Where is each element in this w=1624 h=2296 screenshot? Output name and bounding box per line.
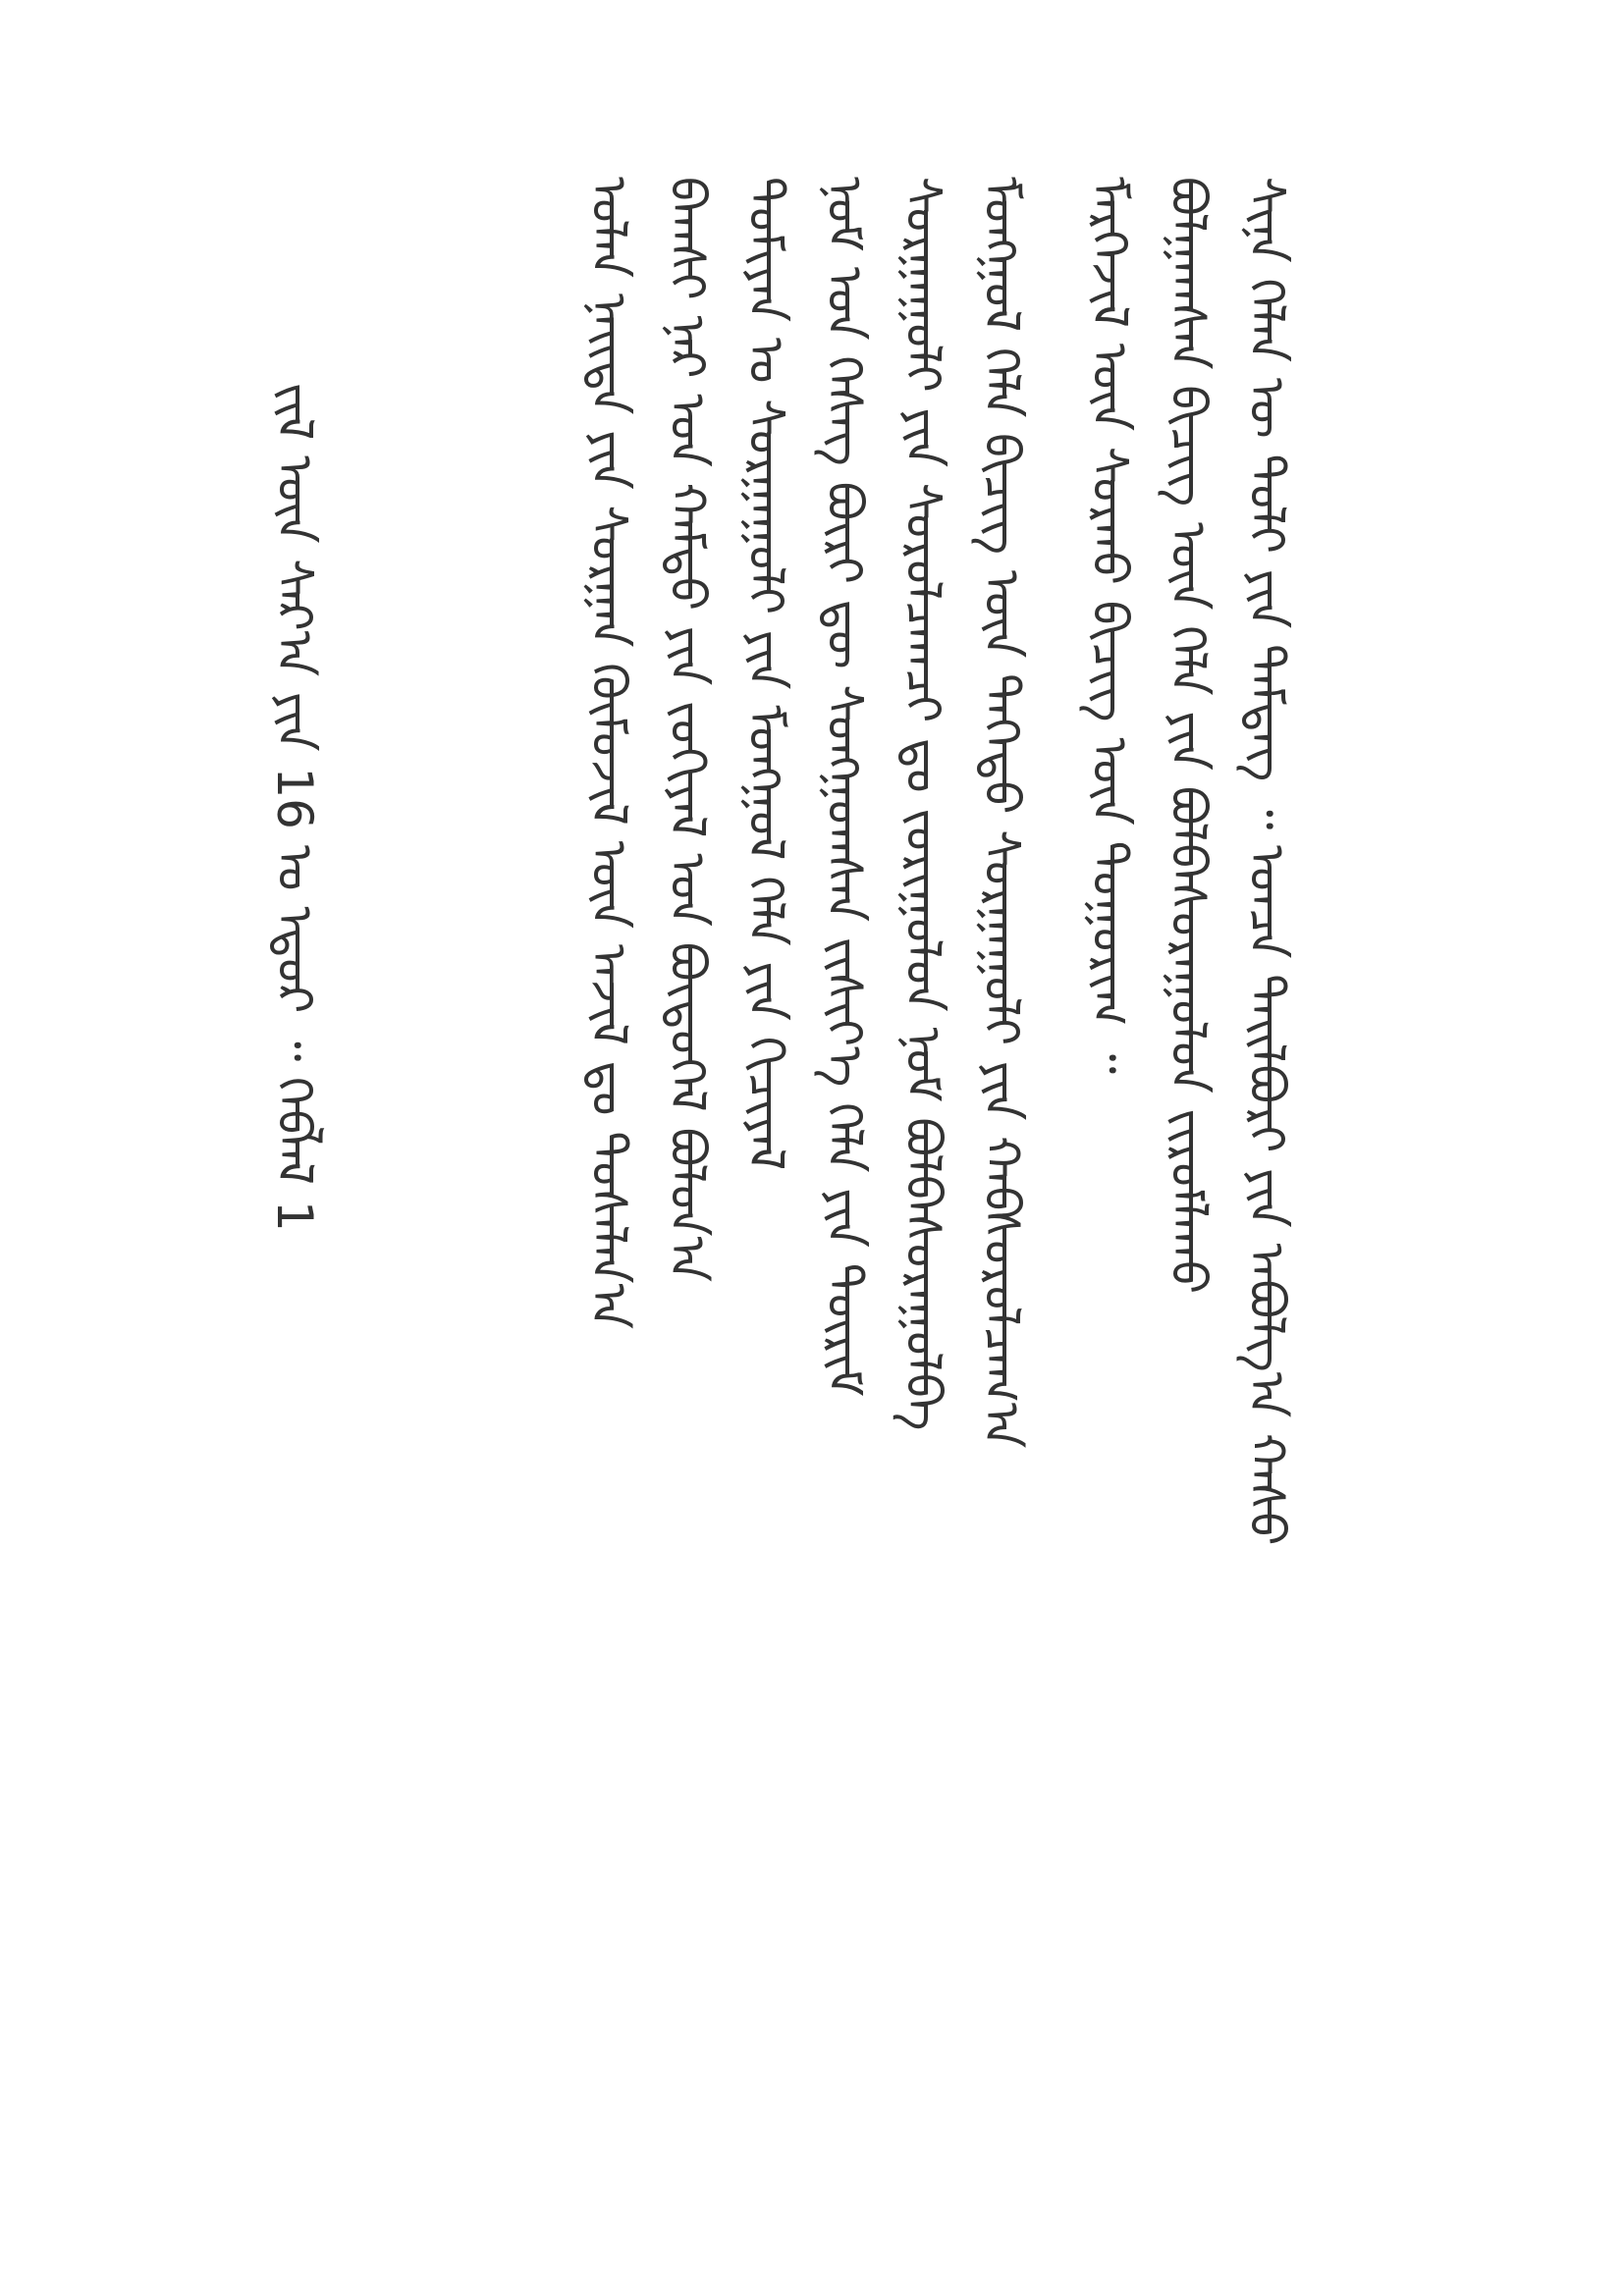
text-column: ᠮᠣᠩᠭᠣᠯ ᠬᠡᠯᠡ ᠪᠢᠴᠢᠭ ᠦᠨ ᠳᠡᠭᠡᠳᠦ ᠰᠤᠷᠭᠠᠭᠤᠯᠢ ᠶᠢᠨ ᠬᠠᠪᠰᠤᠷᠤᠯᠴᠠᠭ᠎ᠠ [973, 177, 1030, 1449]
text-column: ᠰᠢᠨᠡ ᠬᠡᠯᠡᠨ ᠦ ᠲᠣᠯᠢ ᠶᠢᠨ ᠲᠡᠮᠳᠡᠭ ᠃ ᠣᠨᠴᠠ ᠲᠠᠢᠯᠪᠤᠷᠢ ᠶᠢᠨ ᠠᠪᠤᠯᠭ᠎ᠠ ᠬᠠᠰᠤ [1238, 177, 1295, 1546]
text-column: ᠨᠣᠮ ᠤᠨ ᠬᠡᠰᠡᠭ ᠪᠦᠷᠢ ᠳᠦ ᠰᠣᠩᠭᠣᠭᠰᠠᠨ ᠵᠢᠱᠢᠶ᠎ᠡ ᠬᠡᠯᠡ ᠶᠢᠨ ᠳᠦᠷᠢᠮ [816, 177, 873, 1397]
text-column: ᠣᠯᠠᠨ ᠨᠡᠢᠲᠡ ᠶᠢᠨ ᠰᠤᠷᠭᠠᠨ ᠬᠦᠮᠦᠵᠢᠯ ᠦᠨ ᠠᠵᠢᠯ ᠳᠤ ᠲᠤᠰᠠᠯᠠᠨ᠎ᠠ [580, 177, 637, 1329]
footer-line: ᠵᠢᠯ ᠦᠨ ᠰᠠᠷ᠎ᠠ ᠶᠢᠨ 16 ᠤ ᠡᠳᠦᠷ ᠃ ᠬᠡᠪᠯᠡᠯ 1 [266, 383, 323, 1232]
text-column: ᠪᠠᠭᠰᠢ ᠨᠠᠷ ᠤᠨ ᠬᠠᠮᠲᠤ ᠶᠢᠨ ᠵᠣᠬᠢᠶᠠᠯ ᠤᠨ ᠪᠦᠲᠦᠭᠡᠯ ᠪᠣᠯᠤᠨ᠎ᠠ [659, 177, 716, 1282]
text-column: ᠮᠡᠷᠭᠡᠵᠢᠯ ᠦᠨ ᠰᠤᠷᠬᠤ ᠪᠢᠴᠢᠭ ᠦᠨ ᠳᠤᠭᠤᠷᠢᠭ ᠃ [1081, 177, 1138, 1074]
text-column: ᠪᠣᠯᠭᠠᠭᠰᠠᠨ ᠪᠢᠴᠢᠭ᠌ ᠦᠨ ᠬᠡᠯᠡ ᠶᠢᠨ ᠪᠣᠯᠪᠠᠰᠤᠷᠠᠭᠤᠯᠤᠨ ᠵᠢᠷᠤᠮᠯᠠᠬᠤ [1160, 177, 1217, 1295]
text-column: ᠲᠣᠮᠢᠶᠠᠨ ᠤ ᠰᠤᠷᠭᠠᠭᠤᠯᠢ ᠶᠢᠨ ᠮᠣᠩᠭᠣᠯ ᠬᠡᠯᠡ ᠶᠢᠨ ᠬᠢᠴᠢᠶᠡᠯ [737, 177, 794, 1171]
text-column: ᠰᠤᠷᠭᠠᠭᠤᠯᠢ ᠶᠢᠨ ᠰᠤᠷᠤᠯᠴᠠᠭᠴᠢ ᠳᠤ ᠵᠣᠷᠢᠭᠤᠯᠤᠨ ᠨᠣᠮ ᠪᠣᠯᠪᠠᠰᠤᠷᠠᠭᠤᠯᠪᠠ [894, 177, 951, 1431]
